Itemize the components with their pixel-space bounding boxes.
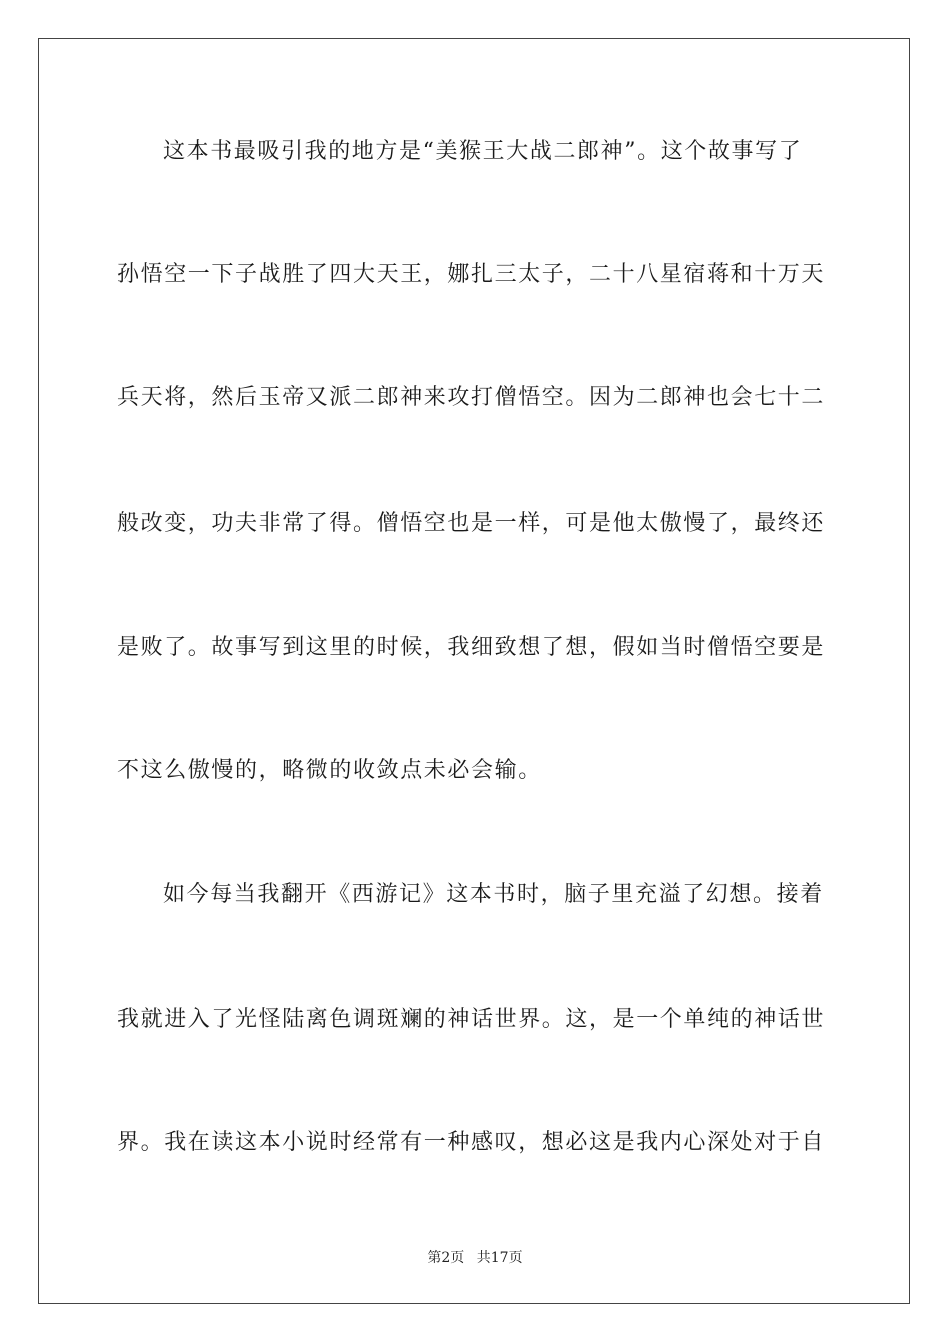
paragraph-2-line-3: 界。我在读这本小说时经常有一种感叹，想必这是我内心深处对于自 xyxy=(117,1130,826,1155)
page-footer xyxy=(0,1247,950,1267)
paragraph-2-line-1: 如今每当我翻开《西游记》这本书时，脑子里充溢了幻想。接着 xyxy=(163,882,824,907)
paragraph-2-line-2: 我就进入了光怪陆离色调斑斓的神话世界。这，是一个单纯的神话世 xyxy=(117,1007,826,1032)
paragraph-1-line-5: 是败了。故事写到这里的时候，我细致想了想，假如当时僧悟空要是 xyxy=(117,635,826,660)
paragraph-1-line-2: 孙悟空一下子战胜了四大天王，娜扎三太子，二十八星宿蒋和十万天 xyxy=(117,262,826,287)
paragraph-1-line-1: 这本书最吸引我的地方是“美猴王大战二郎神”。这个故事写了 xyxy=(163,139,803,164)
paragraph-1-line-3: 兵天将，然后玉帝又派二郎神来攻打僧悟空。因为二郎神也会七十二 xyxy=(117,385,826,410)
paragraph-1-line-6: 不这么傲慢的，略微的收敛点未必会输。 xyxy=(117,758,542,783)
total-pages: 共17页 xyxy=(476,1250,523,1266)
page-border xyxy=(38,38,910,1304)
page-number: 第2页 xyxy=(427,1250,465,1266)
paragraph-1-line-4: 般改变，功夫非常了得。僧悟空也是一样，可是他太傲慢了，最终还 xyxy=(117,511,826,536)
